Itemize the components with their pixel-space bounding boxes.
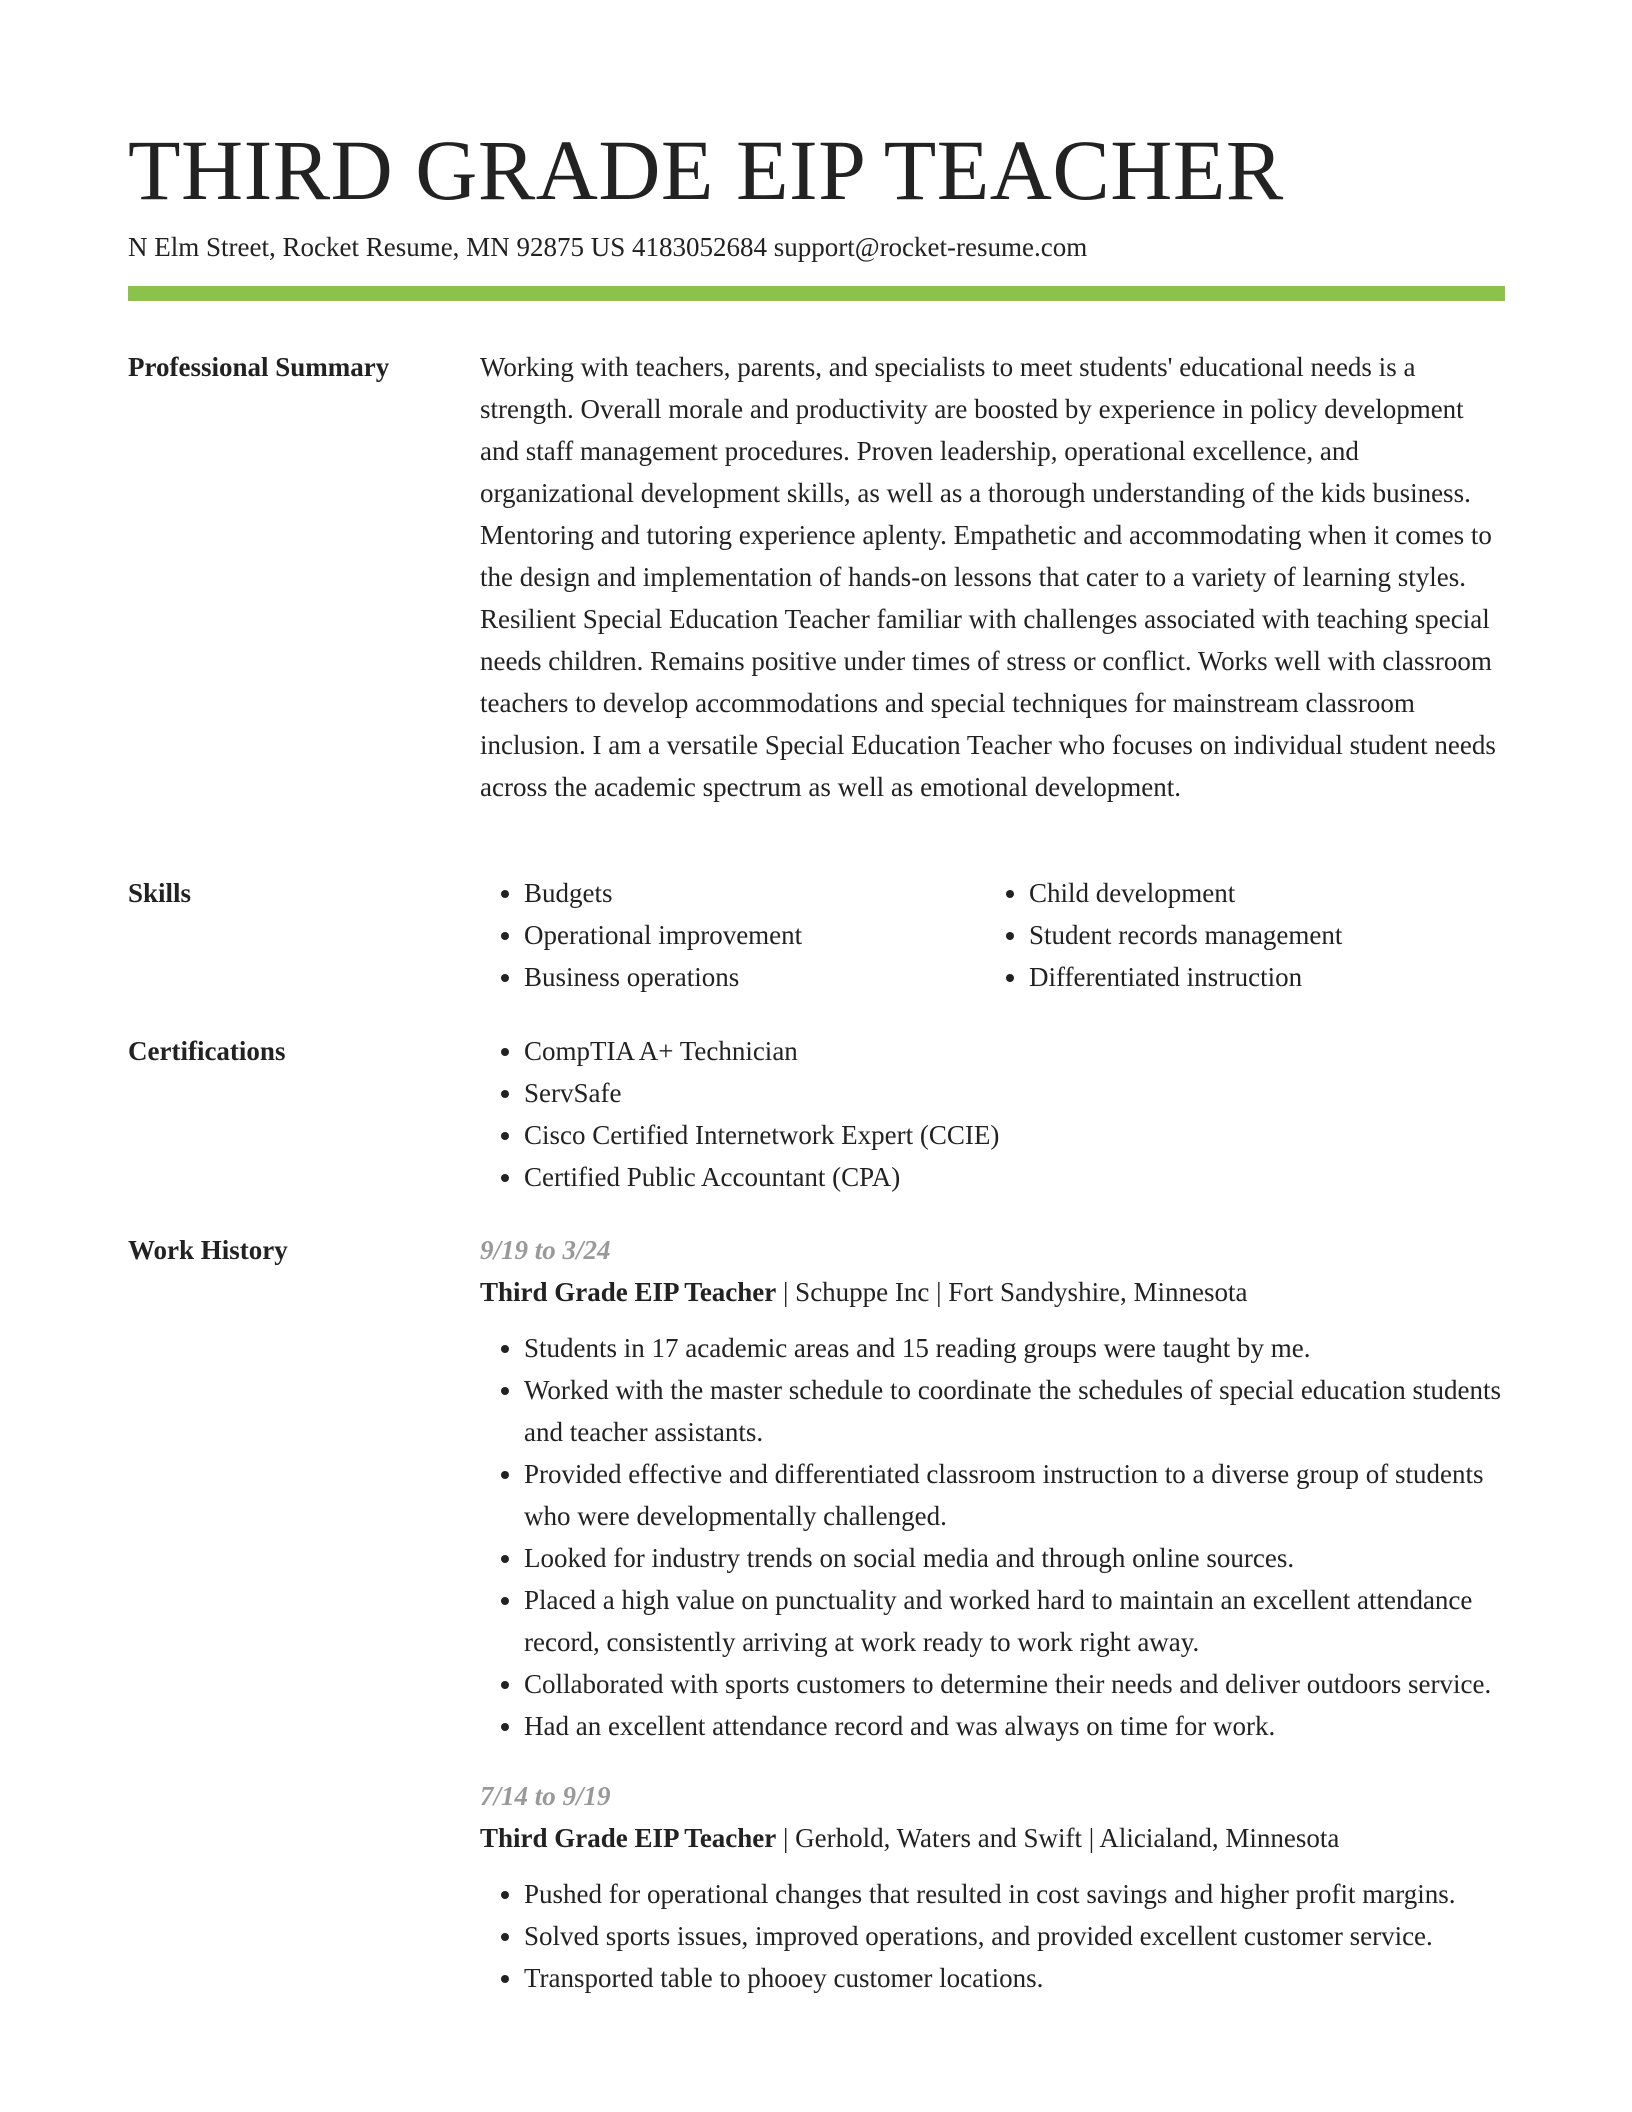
summary-text: Working with teachers, parents, and specialists to meet students' educational needs is a strength. Overall morale and productivity are boosted by experience in policy development and staff management procedures. Proven leadership, operational excellence, and organizational development skills, as well as a thorough understanding of the kids business. Mentoring and tutoring experience aplenty. Empathetic and accommodating when it comes to the design and implementation of hands-on lessons that cater to a variety of learning styles. Resilient Special Education Teacher familiar with challenges associated with teaching special needs children. Remains positive under times of stress or conflict. Works well with classroom teachers to develop accommodations and special techniques for mainstream classroom inclusion. I am a versatile Special Education Teacher who focuses on individual student needs across the academic spectrum as well as emotional development. [480,352,1496,802]
job-bullet: • Provided effective and differentiated classroom instruction to a diverse group of students who were developmentally challenged. [524,1453,1505,1537]
job-bullet: • Worked with the master schedule to coordinate the schedules of special education students and teacher assistants. [524,1369,1505,1453]
certification-item: • ServSafe [524,1072,1505,1114]
job-dates: 7/14 to 9/19 [480,1781,611,1811]
skills-heading: Skills [128,878,192,908]
job-bullets [480,1873,1505,1999]
skill-item: • Budgets [524,872,985,914]
certifications-list [480,1030,1505,1198]
skill-item: • Student records management [1029,914,1490,956]
job-bullet: • Transported table to phooey customer locations. [524,1957,1505,1999]
certification-item: • Certified Public Accountant (CPA) [524,1156,1505,1198]
job-bullet: • Had an excellent attendance record and was always on time for work. [524,1705,1505,1747]
job-title: Third Grade EIP Teacher [480,1823,777,1853]
job-bullet: • Students in 17 academic areas and 15 reading groups were taught by me. [524,1327,1505,1369]
certification-item: • Cisco Certified Internetwork Expert (CCIE) [524,1114,1505,1156]
certification-item: • CompTIA A+ Technician [524,1030,1505,1072]
work-history-heading: Work History [128,1235,288,1265]
skill-item: • Business operations [524,956,985,998]
job-bullets [480,1327,1505,1747]
job-entry [480,1229,1505,1747]
contact-line: N Elm Street, Rocket Resume, MN 92875 US 4183052684 support@rocket-resume.com [128,232,1088,262]
job-bullet: • Collaborated with sports customers to determine their needs and deliver outdoors service. [524,1663,1505,1705]
skill-item: • Differentiated instruction [1029,956,1490,998]
job-details: | Schuppe Inc | Fort Sandyshire, Minnesota [776,1277,1248,1307]
skills-list-right [985,872,1490,998]
job-title-line [480,1817,1505,1859]
job-bullet: • Placed a high value on punctuality and worked hard to maintain an excellent attendance record, consistently arriving at work ready to work right away. [524,1579,1505,1663]
job-details: | Gerhold, Waters and Swift | Alicialand, Minnesota [776,1823,1340,1853]
summary-heading: Professional Summary [128,352,390,382]
job-title-line [480,1271,1505,1313]
candidate-name: THIRD GRADE EIP TEACHER [128,122,1284,218]
skill-item: • Child development [1029,872,1490,914]
job-bullet: • Looked for industry trends on social media and through online sources. [524,1537,1505,1579]
skill-item: • Operational improvement [524,914,985,956]
job-dates: 9/19 to 3/24 [480,1235,611,1265]
skills-list-left [480,872,985,998]
certifications-heading: Certifications [128,1036,286,1066]
job-entry [480,1775,1505,1999]
job-bullet: • Solved sports issues, improved operations, and provided excellent customer service. [524,1915,1505,1957]
job-bullet: • Pushed for operational changes that resulted in cost savings and higher profit margins. [524,1873,1505,1915]
job-title: Third Grade EIP Teacher [480,1277,777,1307]
header-divider [128,286,1505,301]
